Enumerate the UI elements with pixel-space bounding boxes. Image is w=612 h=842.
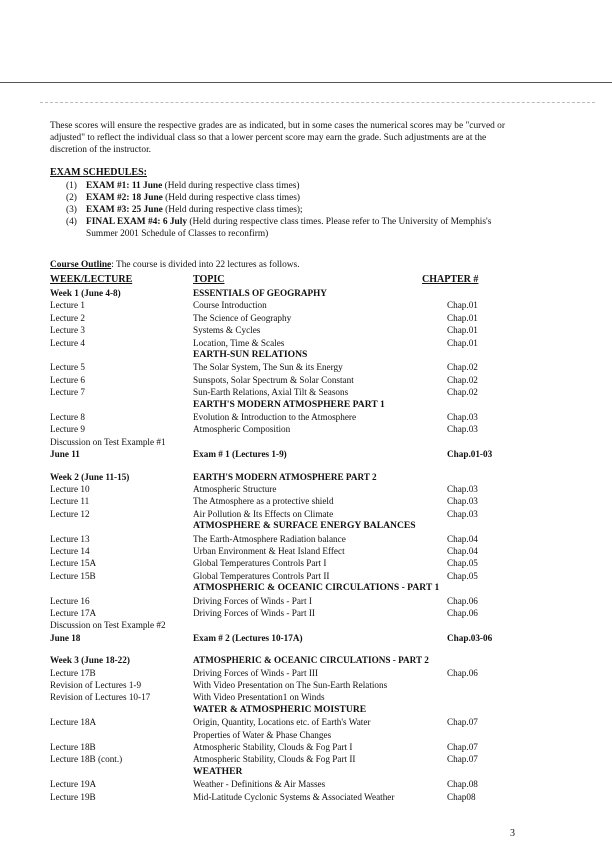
topic-cell: Atmospheric Structure <box>193 484 277 494</box>
table-section-row <box>50 520 510 532</box>
week-lecture-cell: Lecture 6 <box>50 374 85 385</box>
table-row <box>50 374 510 386</box>
topic-cell: The Earth-Atmosphere Radiation balance <box>193 533 346 544</box>
week-lecture-cell: Lecture 4 <box>50 337 85 348</box>
table-row <box>50 791 510 803</box>
table-row <box>50 312 510 324</box>
exam-item-number: (3) <box>66 205 77 215</box>
topic-cell: Atmospheric Stability, Clouds & Fog Part I <box>193 742 353 752</box>
topic-cell: Atmospheric Composition <box>193 424 291 435</box>
table-row <box>50 741 510 753</box>
topic-cell: WATER & ATMOSPHERIC MOISTURE <box>193 703 367 715</box>
chapter-cell: Chap.02 <box>447 374 478 385</box>
week-lecture-cell: Week 3 (June 18-22) <box>50 655 130 666</box>
chapter-cell: Chap.03-06 <box>447 632 493 643</box>
topic-cell: WEATHER <box>193 765 243 777</box>
table-row <box>50 386 510 398</box>
exam-item-label: EXAM #2: 18 June <box>86 193 163 203</box>
week-lecture-cell: Lecture 5 <box>50 362 85 373</box>
week-lecture-cell: Lecture 19A <box>50 779 97 790</box>
exam-item-label: FINAL EXAM #4: 6 July <box>86 217 188 227</box>
chapter-cell: Chap.07 <box>447 754 478 765</box>
chapter-cell: Chap.03 <box>447 484 478 494</box>
chapter-cell: Chap.03 <box>447 412 478 422</box>
chapter-cell: Chap.07 <box>447 742 478 752</box>
topic-cell: Sunspots, Solar Spectrum & Solar Constant <box>193 374 354 385</box>
table-row <box>50 299 510 311</box>
week-lecture-cell: Lecture 9 <box>50 424 85 435</box>
table-section-row <box>50 654 510 666</box>
topic-cell: Urban Environment & Heat Island Effect <box>193 546 345 556</box>
topic-cell: The Atmosphere as a protective shield <box>193 496 334 507</box>
week-lecture-cell: Lecture 7 <box>50 387 85 398</box>
exam-item-label: EXAM #1: 11 June <box>86 181 163 191</box>
exam-item-number: (1) <box>66 181 77 191</box>
exam-item-number: (2) <box>66 193 77 203</box>
column-header-week: WEEK/LECTURE <box>50 274 133 285</box>
week-lecture-cell: Lecture 10 <box>50 484 90 494</box>
table-section-row <box>50 582 510 594</box>
week-lecture-cell: June 11 <box>50 449 80 460</box>
table-row <box>50 545 510 557</box>
course-outline-line <box>50 260 300 270</box>
topic-cell: ESSENTIALS OF GEOGRAPHY <box>193 288 327 298</box>
topic-cell: Systems & Cycles <box>193 325 261 336</box>
table-row <box>50 679 510 691</box>
week-lecture-cell: June 18 <box>50 632 81 643</box>
topic-cell: The Science of Geography <box>193 312 292 323</box>
table-row <box>50 533 510 545</box>
table-row <box>50 691 510 703</box>
chapter-cell: Chap.01 <box>447 300 478 311</box>
topic-cell: Atmospheric Stability, Clouds & Fog Part II <box>193 754 356 765</box>
chapter-cell: Chap.06 <box>447 595 478 606</box>
chapter-cell: Chap.01 <box>447 337 478 348</box>
week-lecture-cell: Lecture 1 <box>50 300 85 311</box>
topic-cell: With Video Presentation1 on Winds <box>193 692 325 703</box>
chapter-cell: Chap.03 <box>447 496 478 507</box>
topic-cell: Sun-Earth Relations, Axial Tilt & Seasons <box>193 387 349 398</box>
column-header-chapter: CHAPTER # <box>422 274 479 285</box>
chapter-cell: Chap.03 <box>447 508 478 519</box>
table-row <box>50 753 510 765</box>
week-lecture-cell: Lecture 2 <box>50 312 85 323</box>
week-lecture-cell: Lecture 15B <box>50 570 96 581</box>
week-lecture-cell: Lecture 12 <box>50 508 90 519</box>
chapter-cell: Chap.05 <box>447 558 478 569</box>
chapter-cell: Chap.05 <box>447 570 478 581</box>
exam-schedule-item <box>66 204 506 216</box>
exam-schedule-item <box>66 180 506 192</box>
week-lecture-cell: Lecture 11 <box>50 496 90 507</box>
week-lecture-cell: Discussion on Test Example #1 <box>50 436 166 447</box>
exam-item-number: (4) <box>66 217 77 227</box>
table-row <box>50 667 510 679</box>
exam-schedule-item <box>66 192 506 204</box>
exam-item-text: (Held during respective class times. Please refer to The University of Memphis's Summer 2001 Schedule of Classes to reconfirm) <box>86 217 492 239</box>
week-lecture-cell: Week 1 (June 4-8) <box>50 288 121 298</box>
week-lecture-cell: Lecture 15A <box>50 558 97 569</box>
table-row <box>50 436 510 448</box>
page-number: 3 <box>510 828 515 839</box>
column-header-topic: TOPIC <box>193 274 225 285</box>
topic-cell: Properties of Water & Phase Changes <box>193 729 332 740</box>
week-lecture-cell: Lecture 13 <box>50 533 90 544</box>
chapter-cell: Chap.07 <box>447 717 478 728</box>
topic-cell: Mid-Latitude Cyclonic Systems & Associated Weather <box>193 791 395 802</box>
table-row <box>50 570 510 582</box>
week-lecture-cell: Lecture 14 <box>50 546 90 556</box>
topic-cell: Global Temperatures Controls Part II <box>193 570 330 581</box>
chapter-cell: Chap.01-03 <box>447 449 493 460</box>
topic-cell: Exam # 1 (Lectures 1-9) <box>193 449 287 460</box>
topic-cell: Exam # 2 (Lectures 10-17A) <box>193 632 303 643</box>
topic-cell: EARTH-SUN RELATIONS <box>193 349 308 360</box>
table-row <box>50 632 510 644</box>
course-outline-label: Course Outline <box>50 260 112 270</box>
week-lecture-cell: Lecture 16 <box>50 595 90 606</box>
table-row <box>50 716 510 728</box>
exam-item-text: (Held during respective class times) <box>162 181 300 191</box>
chapter-cell: Chap.03 <box>447 424 478 435</box>
topic-cell: Driving Forces of Winds - Part III <box>193 667 318 678</box>
chapter-cell: Chap.04 <box>447 546 478 556</box>
exam-schedules-heading: EXAM SCHEDULES: <box>50 167 147 178</box>
table-row <box>50 483 510 495</box>
intro-paragraph: These scores will ensure the respective grades are as indicated, but in some cases the numerical scores may be "curved or adjusted" to reflect the individual class so that a lower percent score may earn the grade. Such adjustments are at the discretion of the instructor. <box>50 121 505 155</box>
table-section-row <box>50 287 510 299</box>
table-row <box>50 411 510 423</box>
topic-cell: Origin, Quantity, Locations etc. of Earth's Water <box>193 717 371 728</box>
course-outline-text: : The course is divided into 22 lectures as follows. <box>111 260 300 270</box>
topic-cell: The Solar System, The Sun & its Energy <box>193 362 343 373</box>
topic-cell: ATMOSPHERE & SURFACE ENERGY BALANCES <box>193 520 416 532</box>
week-lecture-cell: Lecture 17A <box>50 608 97 618</box>
chapter-cell: Chap.02 <box>447 387 478 398</box>
table-section-row <box>50 349 510 361</box>
chapter-cell: Chap.04 <box>447 533 478 544</box>
table-section-row <box>50 399 510 411</box>
table-row <box>50 361 510 373</box>
exam-schedule-item <box>66 216 506 240</box>
table-row <box>50 495 510 507</box>
week-lecture-cell: Revision of Lectures 10-17 <box>50 692 151 703</box>
chapter-cell: Chap.02 <box>447 362 478 373</box>
table-section-row <box>50 471 510 483</box>
table-section-row <box>50 704 510 716</box>
week-lecture-cell: Lecture 8 <box>50 412 85 422</box>
topic-cell: ATMOSPHERIC & OCEANIC CIRCULATIONS - PART 1 <box>193 582 440 594</box>
chapter-cell: Chap.01 <box>447 312 478 323</box>
exam-item-text: (Held during respective class times); <box>162 205 303 215</box>
week-lecture-cell: Lecture 3 <box>50 325 85 336</box>
week-lecture-cell: Lecture 19B <box>50 791 96 802</box>
page-header-dashed-rule <box>40 102 595 103</box>
chapter-cell: Chap.01 <box>447 325 478 336</box>
table-row <box>50 619 510 631</box>
exam-item-label: EXAM #3: 25 June <box>86 205 163 215</box>
week-lecture-cell: Lecture 18B <box>50 742 96 752</box>
page-top-rule <box>0 82 612 83</box>
topic-cell: EARTH'S MODERN ATMOSPHERE PART 2 <box>193 471 377 482</box>
chapter-cell: Chap08 <box>447 791 476 802</box>
topic-cell: Air Pollution & Its Effects on Climate <box>193 508 334 519</box>
chapter-cell: Chap.06 <box>447 608 478 618</box>
topic-cell: ATMOSPHERIC & OCEANIC CIRCULATIONS - PART 2 <box>193 655 429 666</box>
table-row <box>50 337 510 349</box>
topic-cell: With Video Presentation on The Sun-Earth Relations <box>193 680 388 690</box>
table-row <box>50 557 510 569</box>
week-lecture-cell: Discussion on Test Example #2 <box>50 620 166 631</box>
table-row <box>50 729 510 741</box>
table-row <box>50 595 510 607</box>
table-row <box>50 607 510 619</box>
table-row <box>50 778 510 790</box>
week-lecture-cell: Lecture 18B (cont.) <box>50 754 123 765</box>
chapter-cell: Chap.08 <box>447 779 478 790</box>
topic-cell: Location, Time & Scales <box>193 337 285 348</box>
table-row <box>50 423 510 435</box>
topic-cell: Weather - Definitions & Air Masses <box>193 779 326 790</box>
week-lecture-cell: Revision of Lectures 1-9 <box>50 680 142 690</box>
topic-cell: Global Temperatures Controls Part I <box>193 558 327 569</box>
topic-cell: Driving Forces of Winds - Part I <box>193 595 312 606</box>
chapter-cell: Chap.06 <box>447 667 478 678</box>
week-lecture-cell: Week 2 (June 11-15) <box>50 471 130 482</box>
topic-cell: Driving Forces of Winds - Part II <box>193 608 315 618</box>
topic-cell: Course Introduction <box>193 300 267 311</box>
topic-cell: EARTH'S MODERN ATMOSPHERE PART 1 <box>193 398 385 410</box>
table-section-row <box>50 766 510 778</box>
topic-cell: Evolution & Introduction to the Atmosphere <box>193 412 357 422</box>
table-row <box>50 508 510 520</box>
week-lecture-cell: Lecture 17B <box>50 667 96 678</box>
table-row <box>50 324 510 336</box>
week-lecture-cell: Lecture 18A <box>50 717 97 728</box>
exam-item-text: (Held during respective class times) <box>162 193 301 203</box>
table-row <box>50 448 510 460</box>
exam-schedule-list <box>66 180 506 240</box>
